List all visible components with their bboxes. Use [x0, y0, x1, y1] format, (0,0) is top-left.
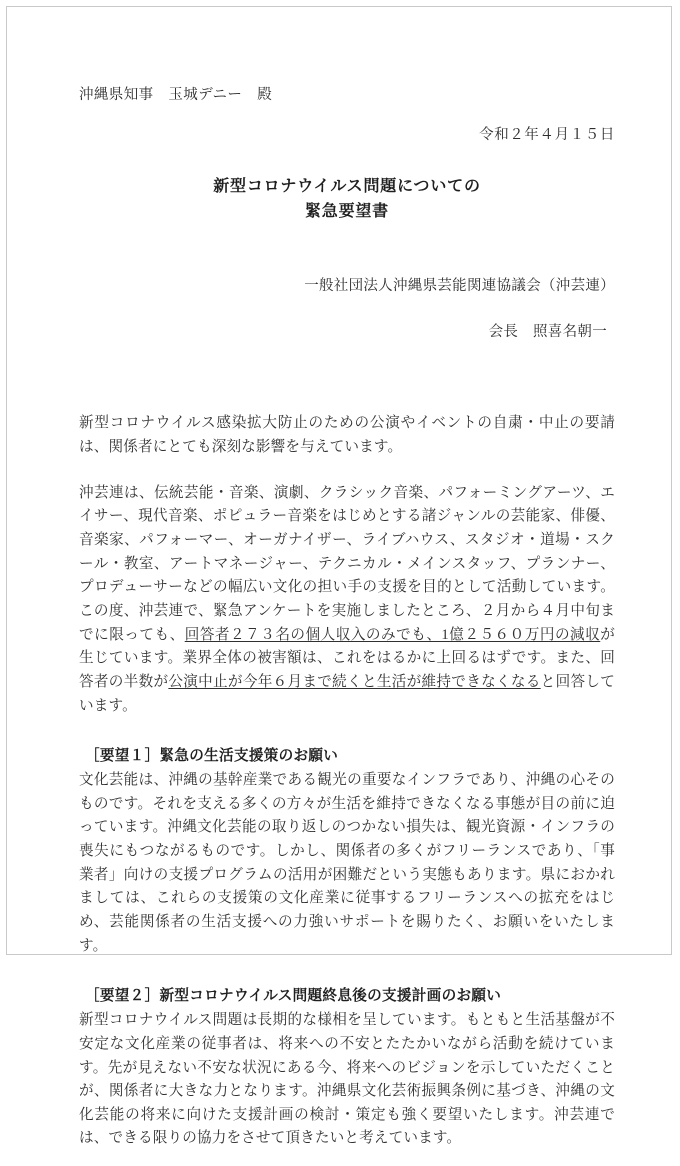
document-title	[79, 174, 615, 224]
document-page	[6, 6, 672, 1147]
intro-paragraph: 新型コロナウイルス感染拡大防止のための公演やイベントの自粛・中止の要請は、関係者にとても深刻な影響を与えています。	[79, 415, 615, 456]
document-content	[79, 85, 615, 1166]
document-date: 令和２年４月１５日	[479, 126, 615, 143]
request-1-body: 文化芸能は、沖縄の基幹産業である観光の重要なインフラであり、沖縄の心そのものです。それを支える多くの方々が生活を維持できなくなる事態が目の前に迫っています。沖縄文化芸能の取り返しのつかない損失は、観光資源・インフラの喪失にもつながるものです。しかし、関係者の多くがフリーランスであり、「事業者」向けの支援プログラムの活用が困難だという実態もあります。県におかれましては、これらの支援策の文化産業に従事するフリーランスへの拡充をはじめ、芸能関係者の生活支援への力強いサポートを賜りたく、お願いをいたします。	[79, 772, 615, 954]
request-2-body: 新型コロナウイルス問題は長期的な様相を呈しています。もともと生活基盤が不安定な文化産業の従事者は、将来への不安とたたかいながら活動を続けています。先が見えない不安な状況にある今、将来へのビジョンを示していただくことが、関係者に大きな力となります。沖縄県文化芸術振興条例に基づき、沖縄の文化芸能の将来に向けた支援計画の検討・策定も強く要望いたします。沖芸連では、できる限りの協力をさせて頂きたいと考えています。	[79, 1012, 615, 1147]
document-title-line-2: 緊急要望書	[304, 200, 389, 220]
document-title-line-1: 新型コロナウイルス問題についての	[213, 175, 481, 195]
request-1-heading: ［要望１］緊急の生活支援策のお願い	[85, 747, 339, 765]
highlighted-statistic-livelihood: 公演中止が今年６月まで続くと生活が維持できなくなる	[168, 673, 541, 690]
organization-paragraph-part-3: と回答しています。	[79, 673, 615, 714]
highlighted-statistic-income-loss: 回答者２７３名の個人収入のみでも、1億２５６０万円の減収	[184, 626, 601, 643]
request-2-heading: ［要望２］新型コロナウイルス問題終息後の支援計画のお願い	[85, 987, 502, 1005]
organization-paragraph	[79, 482, 615, 718]
sender-representative: 会長 照喜名朝一	[488, 323, 607, 340]
organization-paragraph-part-2: が生じています。業界全体の被害額は、これをはるかに上回るはずです。また、回答者の半数が	[79, 626, 615, 690]
sender-organization: 一般社団法人沖縄県芸能関連協議会（沖芸連）	[304, 277, 615, 294]
addressee-line: 沖縄県知事 玉城デニー 殿	[79, 87, 273, 103]
organization-paragraph-part-1: 沖芸連は、伝統芸能・音楽、演劇、クラシック音楽、パフォーミングアーツ、エイサー、現代音楽、ポピュラー音楽をはじめとする諸ジャンルの芸能家、俳優、音楽家、パフォーマー、オーガナイザー、ライブハウス、スタジオ・道場・スクール・教室、アートマネージャー、テクニカル・メインスタッフ、プランナー、プロデューサーなどの幅広い文化の担い手の支援を目的として活動しています。この度、沖芸連で、緊急アンケートを実施しましたところ、２月から４月中旬までに限っても、	[79, 484, 615, 643]
sender-block	[79, 251, 615, 390]
